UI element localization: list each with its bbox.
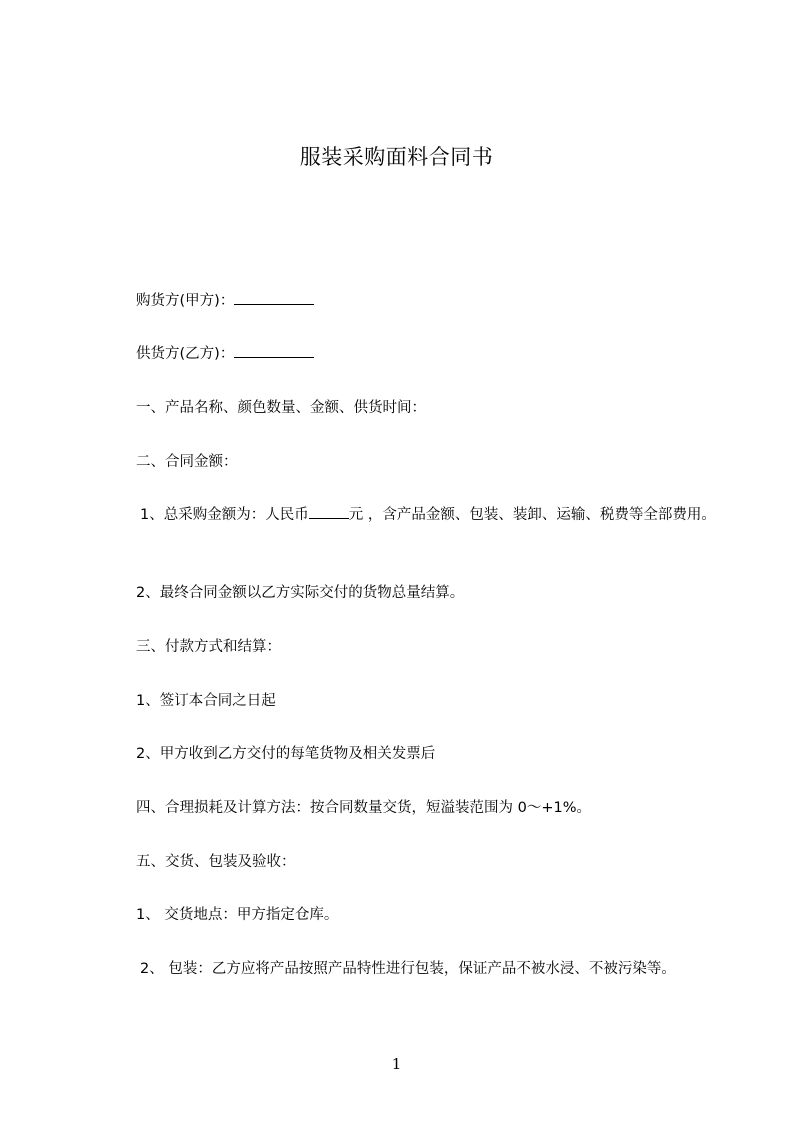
document-title: 服装采购面料合同书 — [299, 145, 494, 169]
supplier-line — [136, 343, 314, 365]
section-3-item-2: 2、甲方收到乙方交付的每笔货物及相关发票后 — [136, 746, 436, 762]
section-5-item-2: 2、 包装：乙方应将产品按照产品特性进行包装，保证产品不被水浸、不被污染等。 — [140, 961, 676, 977]
supplier-label: 供货方(乙方)： — [136, 346, 235, 362]
section-2-item-1 — [106, 504, 716, 527]
section-1-heading: 一、产品名称、颜色数量、金额、供货时间： — [136, 400, 426, 416]
supplier-blank — [234, 343, 314, 358]
buyer-line — [136, 290, 314, 312]
section-3-item-1: 1、签订本合同之日起 — [136, 693, 276, 709]
section-2-item-2: 2、最终合同金额以乙方实际交付的货物总量结算。 — [136, 585, 465, 601]
page-number: 1 — [391, 1055, 402, 1073]
total-amount-blank — [309, 504, 349, 519]
buyer-label: 购货方(甲方)： — [136, 293, 235, 309]
section-2-heading: 二、合同金额： — [136, 454, 238, 470]
total-amount-suffix: 元 ，含产品金额、包装、装卸、运输、税费等全部费用。 — [348, 507, 716, 523]
section-5-heading: 五、交货、包装及验收： — [136, 854, 296, 870]
buyer-blank — [234, 290, 314, 305]
total-amount-prefix: 1、总采购金额为：人民币 — [140, 507, 309, 523]
section-5-item-1: 1、 交货地点：甲方指定仓库。 — [136, 907, 339, 923]
section-3-heading: 三、付款方式和结算： — [136, 639, 281, 655]
section-4-heading: 四、合理损耗及计算方法：按合同数量交货，短溢装范围为 0～+1%。 — [136, 800, 591, 816]
